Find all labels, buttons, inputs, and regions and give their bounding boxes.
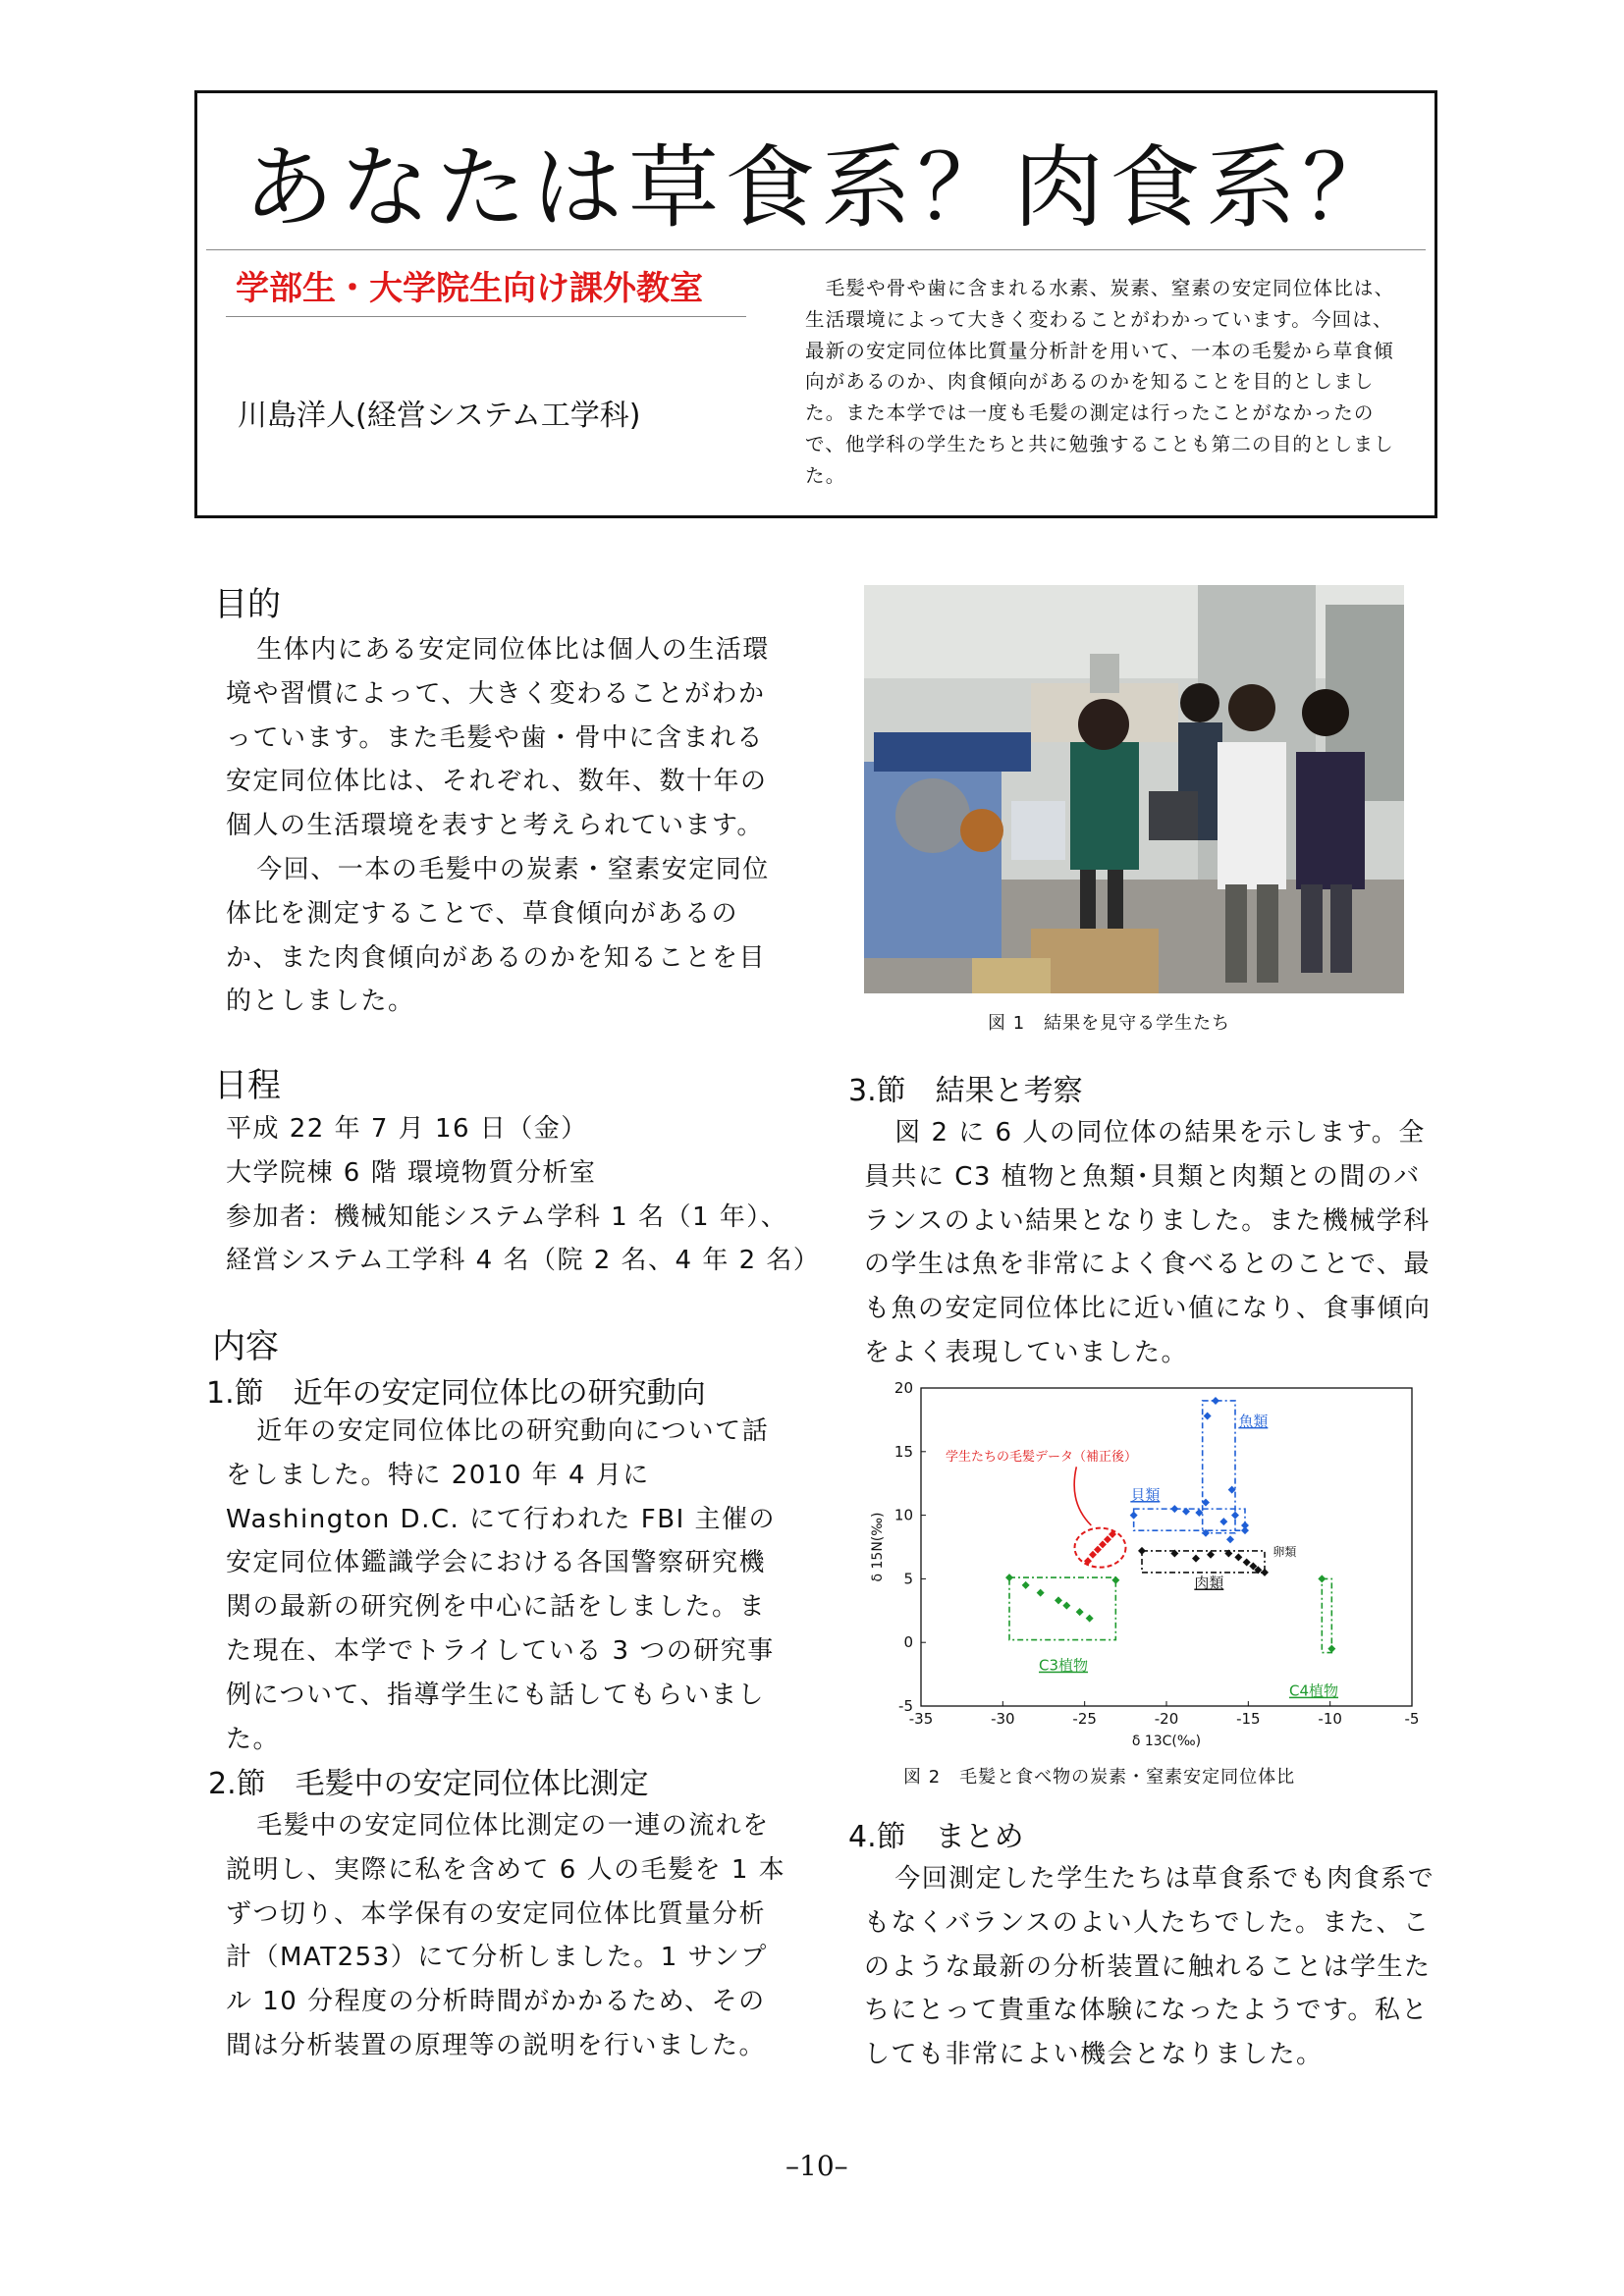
c4-point-0 [1318,1575,1326,1582]
section3-text: 図 2 に 6 人の同位体の結果を示します。全員共に C3 植物と魚類･貝類と肉類との間のバランスのよい結果となりました。また機械学科の学生は魚を非常によく食べるとのことで、最も魚の安定同位体比に近い値になり、食事傾向をよく表現していました。 [864,1118,1432,1367]
page-number: –10– [785,2150,848,2182]
fish-point-0 [1212,1397,1219,1405]
eggs-annotation: 卵類 [1272,1545,1297,1560]
x-axis-label: δ 13C(‰) [1131,1734,1202,1749]
hair-data-ellipse [1075,1528,1126,1568]
figure1-caption: 図 1 結果を見守る学生たち [988,1013,1231,1034]
y-tick-label-2: 5 [903,1570,913,1588]
figure2-caption: 図 2 毛髪と食べ物の炭素・窒素安定同位体比 [903,1767,1296,1788]
y-axis-label: δ 15N(‰) [870,1512,886,1582]
y-tick-label-5: 20 [893,1380,913,1397]
c3-point-5 [1076,1608,1084,1616]
purpose-paragraph-1: 生体内にある安定同位体比は個人の生活環境や習慣によって、大きく変わることがわかっています。また毛髪や歯・骨中に含まれる安定同位体比は、それぞれ、数年、数十年の個人の生活環境を表すと考えられています。 [226,635,770,841]
schedule-location: 大学院棟 6 階 環境物質分析室 [226,1157,597,1188]
shellfish-point-0 [1130,1512,1138,1520]
abstract: 毛髪や骨や歯に含まれる水素、炭素、窒素の安定同位体比は、生活環境によって大きく変わることがわかっています。今回は、最新の安定同位体比質量分析計を用いて、一本の毛髪から草食傾向があるのか、肉食傾向があるのかを知ることを目的としました。また本学では一度も毛髪の測定は行ったことがなかったので、他学科の学生たちと共に勉強することも第二の目的としました。 [805,277,1395,487]
fish-point-7 [1219,1518,1227,1525]
x-tick-label-2: -25 [1072,1710,1097,1728]
section4-body [864,1857,1443,2077]
y-tick-label-3: 10 [893,1506,913,1524]
purpose-body [226,628,789,1024]
section1-body [226,1410,791,1761]
c3-annotation: C3植物 [1039,1656,1089,1675]
c3-point-3 [1055,1596,1062,1604]
schedule-date: 平成 22 年 7 月 16 日（金） [226,1114,588,1144]
plot-frame [921,1388,1412,1706]
fish-annotation: 魚類 [1238,1412,1269,1430]
schedule-participants-1: 参加者：機械知能システム学科 1 名（1 年）、 [226,1201,788,1232]
meat-point-0 [1138,1547,1146,1555]
section2-text: 毛髪中の安定同位体比測定の一連の流れを説明し、実際に私を含めて 6 人の毛髪を 1 本ずつ切り、本学保有の安定同位体比質量分析計（MAT253）にて分析しました。1 サンプル 10 分程度の分析時間がかかるため、その間は分析装置の原理等の説明を行いました。 [226,1811,786,2060]
c3-point-6 [1086,1615,1094,1623]
title-divider [206,249,1426,250]
author: 川島洋人(経営システム工学科) [238,399,641,433]
x-tick-label-0: -35 [908,1710,934,1728]
meat-annotation: 肉類 [1194,1574,1224,1592]
isotope-chart [864,1380,1424,1753]
c4-range-box [1322,1578,1331,1652]
y-tick-label-0: -5 [898,1697,913,1715]
y-tick-label-1: 0 [903,1633,913,1652]
section4-text: 今回測定した学生たちは草食系でも肉食系でもなくバランスのよい人たちでした。また、このような最新の分析装置に触れることは学生たちにとって貴重な体験になったようです。私としても非常によい機会となりました。 [864,1864,1435,2070]
x-tick-label-4: -15 [1236,1710,1261,1728]
x-tick-label-3: -20 [1154,1710,1179,1728]
c3-point-1 [1022,1581,1030,1589]
schedule-body [226,1107,821,1283]
shellfish-point-3 [1241,1526,1249,1534]
x-tick-label-5: -10 [1318,1710,1342,1728]
meat-point-5 [1234,1553,1242,1561]
purpose-paragraph-2: 今回、一本の毛髪中の炭素・窒素安定同位体比を測定することで、草食傾向があるのか、また肉食傾向があるのかを知ることを目的としました。 [226,854,770,1017]
hair-point-3 [1099,1540,1107,1548]
c3-point-7 [1111,1576,1119,1584]
c3-point-0 [1005,1574,1013,1581]
hair-point-1 [1089,1551,1097,1559]
section2-body [226,1804,791,2068]
lab-photo [864,585,1404,993]
section2-heading: 2.節 毛髪中の安定同位体比測定 [208,1767,649,1801]
c4-point-1 [1327,1645,1335,1653]
hair-point-2 [1094,1546,1102,1554]
c4-annotation: C4植物 [1289,1682,1339,1700]
shellfish-point-1 [1170,1505,1178,1513]
meat-point-6 [1243,1559,1251,1567]
content-heading: 内容 [212,1327,279,1366]
section1-heading: 1.節 近年の安定同位体比の研究動向 [206,1376,706,1411]
fish-point-1 [1204,1413,1212,1420]
x-tick-label-6: -5 [1404,1710,1420,1728]
subtitle: 学部生・大学院生向け課外教室 [236,269,703,308]
meat-point-9 [1261,1569,1269,1576]
shellfish-annotation: 貝類 [1130,1486,1161,1505]
chart-layer [870,1380,1419,1749]
isotope-chart-svg [864,1380,1424,1753]
hair-annotation: 学生たちの毛髪データ（補正後） [946,1449,1138,1465]
hair-arrow [1074,1467,1091,1525]
section3-heading: 3.節 結果と考察 [848,1074,1083,1108]
shellfish-range-box [1134,1509,1245,1530]
fish-point-5 [1231,1512,1239,1520]
meat-point-3 [1207,1551,1215,1559]
hair-point-4 [1104,1535,1111,1543]
x-tick-label-1: -30 [991,1710,1015,1728]
section3-body [864,1111,1443,1375]
fish-point-9 [1226,1535,1234,1543]
section1-text: 近年の安定同位体比の研究動向について話をしました。特に 2010 年 4 月に Washington D.C. にて行われた FBI 主催の安定同位体鑑識学会における各国警察研究機関の最新の研究例を中心に話をしました。また現在、本学でトライしている 3 つの研究事例について、指導学生にも話してもらいました。 [226,1416,777,1754]
section4-heading: 4.節 まとめ [848,1820,1024,1854]
purpose-heading: 目的 [214,585,281,624]
c3-point-4 [1062,1602,1070,1610]
schedule-participants-2: 経営システム工学科 4 名（院 2 名、4 年 2 名） [226,1246,821,1276]
page-title: あなたは草食系？肉食系？ [244,135,1399,240]
fish-range-box [1203,1401,1235,1533]
meat-point-2 [1192,1555,1200,1563]
subtitle-divider [226,316,746,317]
y-tick-label-4: 15 [893,1442,913,1461]
schedule-heading: 日程 [214,1066,281,1105]
c3-point-2 [1037,1589,1045,1597]
